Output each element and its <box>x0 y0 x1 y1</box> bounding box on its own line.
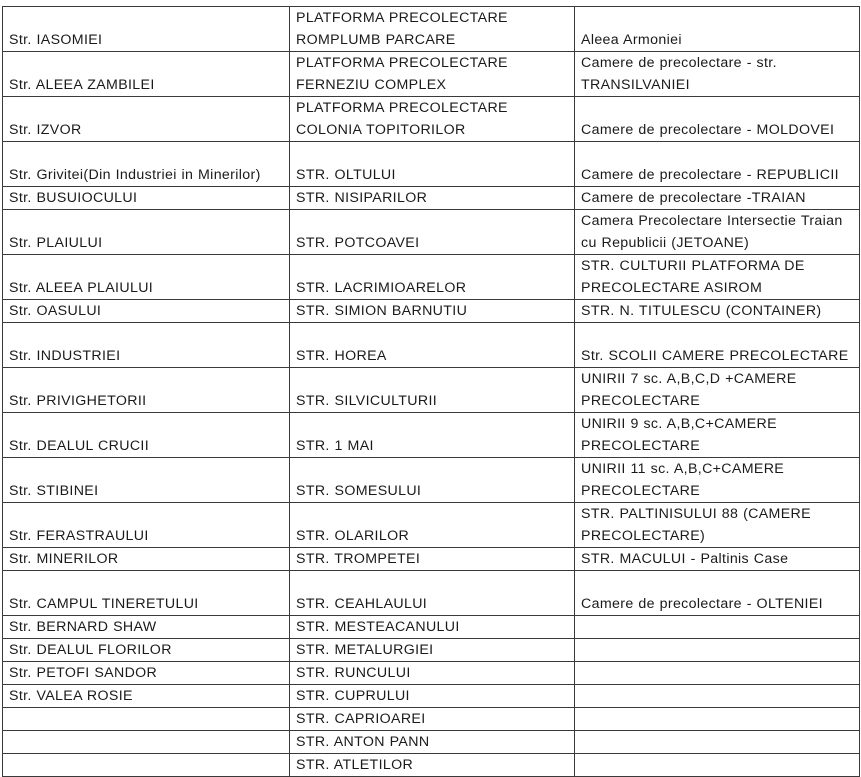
table-row <box>3 368 860 413</box>
table-cell-collection-point: UNIRII 7 sc. A,B,C,D +CAMERE PRECOLECTARE <box>575 368 860 413</box>
table-row <box>3 255 860 300</box>
table-row <box>3 458 860 503</box>
table-cell-collection-point <box>575 662 860 685</box>
table-row <box>3 731 860 754</box>
table-cell-street: STR. HOREA <box>290 323 575 368</box>
table-cell-street: STR. SOMESULUI <box>290 458 575 503</box>
table-cell-street: Str. CAMPUL TINERETULUI <box>3 571 290 616</box>
table-cell-street: Str. Grivitei(Din Industriei in Minerilor) <box>3 142 290 187</box>
table-cell-street <box>3 754 290 777</box>
table-cell-collection-point: STR. N. TITULESCU (CONTAINER) <box>575 300 860 323</box>
table-cell-street: Str. IASOMIEI <box>3 7 290 52</box>
table-cell-street: Str. INDUSTRIEI <box>3 323 290 368</box>
table-cell-street: Str. ALEEA ZAMBILEI <box>3 52 290 97</box>
table-row <box>3 142 860 187</box>
table-cell-collection-point: UNIRII 9 sc. A,B,C+CAMERE PRECOLECTARE <box>575 413 860 458</box>
table-row <box>3 548 860 571</box>
table-cell-street: STR. CAPRIOAREI <box>290 708 575 731</box>
table-cell-street: PLATFORMA PRECOLECTARE FERNEZIU COMPLEX <box>290 52 575 97</box>
table-cell-street: STR. TROMPETEI <box>290 548 575 571</box>
street-collection-table <box>2 6 860 777</box>
table-cell-street: STR. MESTEACANULUI <box>290 616 575 639</box>
table-cell-street: Str. PETOFI SANDOR <box>3 662 290 685</box>
table-cell-street: Str. FERASTRAULUI <box>3 503 290 548</box>
table-cell-street: Str. IZVOR <box>3 97 290 142</box>
table-cell-street: STR. OLARILOR <box>290 503 575 548</box>
table-cell-street: STR. SILVICULTURII <box>290 368 575 413</box>
table-cell-collection-point <box>575 708 860 731</box>
table-cell-street: STR. OLTULUI <box>290 142 575 187</box>
table-cell-street: Str. PRIVIGHETORII <box>3 368 290 413</box>
table-cell-street: Str. DEALUL CRUCII <box>3 413 290 458</box>
table-cell-street: STR. POTCOAVEI <box>290 210 575 255</box>
table-row <box>3 52 860 97</box>
table-cell-collection-point: Aleea Armoniei <box>575 7 860 52</box>
table-cell-street <box>3 731 290 754</box>
table-row <box>3 300 860 323</box>
table-cell-street: STR. CUPRULUI <box>290 685 575 708</box>
table-cell-collection-point: UNIRII 11 sc. A,B,C+CAMERE PRECOLECTARE <box>575 458 860 503</box>
table-row <box>3 187 860 210</box>
table-cell-street: STR. 1 MAI <box>290 413 575 458</box>
table-cell-street: STR. SIMION BARNUTIU <box>290 300 575 323</box>
table-cell-street: STR. METALURGIEI <box>290 639 575 662</box>
table-row <box>3 685 860 708</box>
table-cell-collection-point: Camere de precolectare - str. TRANSILVANIEI <box>575 52 860 97</box>
table-row <box>3 503 860 548</box>
table-cell-street: Str. BUSUIOCULUI <box>3 187 290 210</box>
table-row <box>3 662 860 685</box>
table-row <box>3 413 860 458</box>
table-cell-street: STR. CEAHLAULUI <box>290 571 575 616</box>
table-cell-collection-point <box>575 639 860 662</box>
table-cell-collection-point: Camere de precolectare - OLTENIEI <box>575 571 860 616</box>
table-cell-collection-point: Str. SCOLII CAMERE PRECOLECTARE <box>575 323 860 368</box>
table-cell-collection-point: Camere de precolectare - MOLDOVEI <box>575 97 860 142</box>
table-row <box>3 708 860 731</box>
table-cell-street: STR. LACRIMIOARELOR <box>290 255 575 300</box>
table-cell-street: PLATFORMA PRECOLECTARE COLONIA TOPITORILOR <box>290 97 575 142</box>
table-cell-street <box>3 708 290 731</box>
table-row <box>3 639 860 662</box>
table-row <box>3 7 860 52</box>
table-cell-street: Str. PLAIULUI <box>3 210 290 255</box>
table-cell-collection-point: STR. CULTURII PLATFORMA DE PRECOLECTARE ASIROM <box>575 255 860 300</box>
table-cell-collection-point: Camere de precolectare - REPUBLICII <box>575 142 860 187</box>
document-page <box>2 6 859 773</box>
table-row <box>3 210 860 255</box>
table-cell-collection-point <box>575 616 860 639</box>
table-cell-collection-point: STR. PALTINISULUI 88 (CAMERE PRECOLECTARE) <box>575 503 860 548</box>
table-cell-street: Str. OASULUI <box>3 300 290 323</box>
table-cell-collection-point <box>575 685 860 708</box>
table-row <box>3 754 860 777</box>
table-cell-collection-point: Camere de precolectare -TRAIAN <box>575 187 860 210</box>
table-cell-street: STR. NISIPARILOR <box>290 187 575 210</box>
table-cell-collection-point: STR. MACULUI - Paltinis Case <box>575 548 860 571</box>
table-cell-street: STR. RUNCULUI <box>290 662 575 685</box>
table-row <box>3 571 860 616</box>
table-cell-street: Str. DEALUL FLORILOR <box>3 639 290 662</box>
table-row <box>3 323 860 368</box>
table-cell-collection-point: Camera Precolectare Intersectie Traian cu Republicii (JETOANE) <box>575 210 860 255</box>
table-cell-street: Str. MINERILOR <box>3 548 290 571</box>
table-row <box>3 616 860 639</box>
table-row <box>3 97 860 142</box>
table-cell-street: STR. ANTON PANN <box>290 731 575 754</box>
table-cell-street: PLATFORMA PRECOLECTARE ROMPLUMB PARCARE <box>290 7 575 52</box>
table-cell-street: Str. BERNARD SHAW <box>3 616 290 639</box>
table-cell-street: Str. STIBINEI <box>3 458 290 503</box>
table-cell-street: Str. ALEEA PLAIULUI <box>3 255 290 300</box>
table-cell-collection-point <box>575 754 860 777</box>
table-cell-collection-point <box>575 731 860 754</box>
table-cell-street: Str. VALEA ROSIE <box>3 685 290 708</box>
table-cell-street: STR. ATLETILOR <box>290 754 575 777</box>
table-body <box>3 7 860 777</box>
